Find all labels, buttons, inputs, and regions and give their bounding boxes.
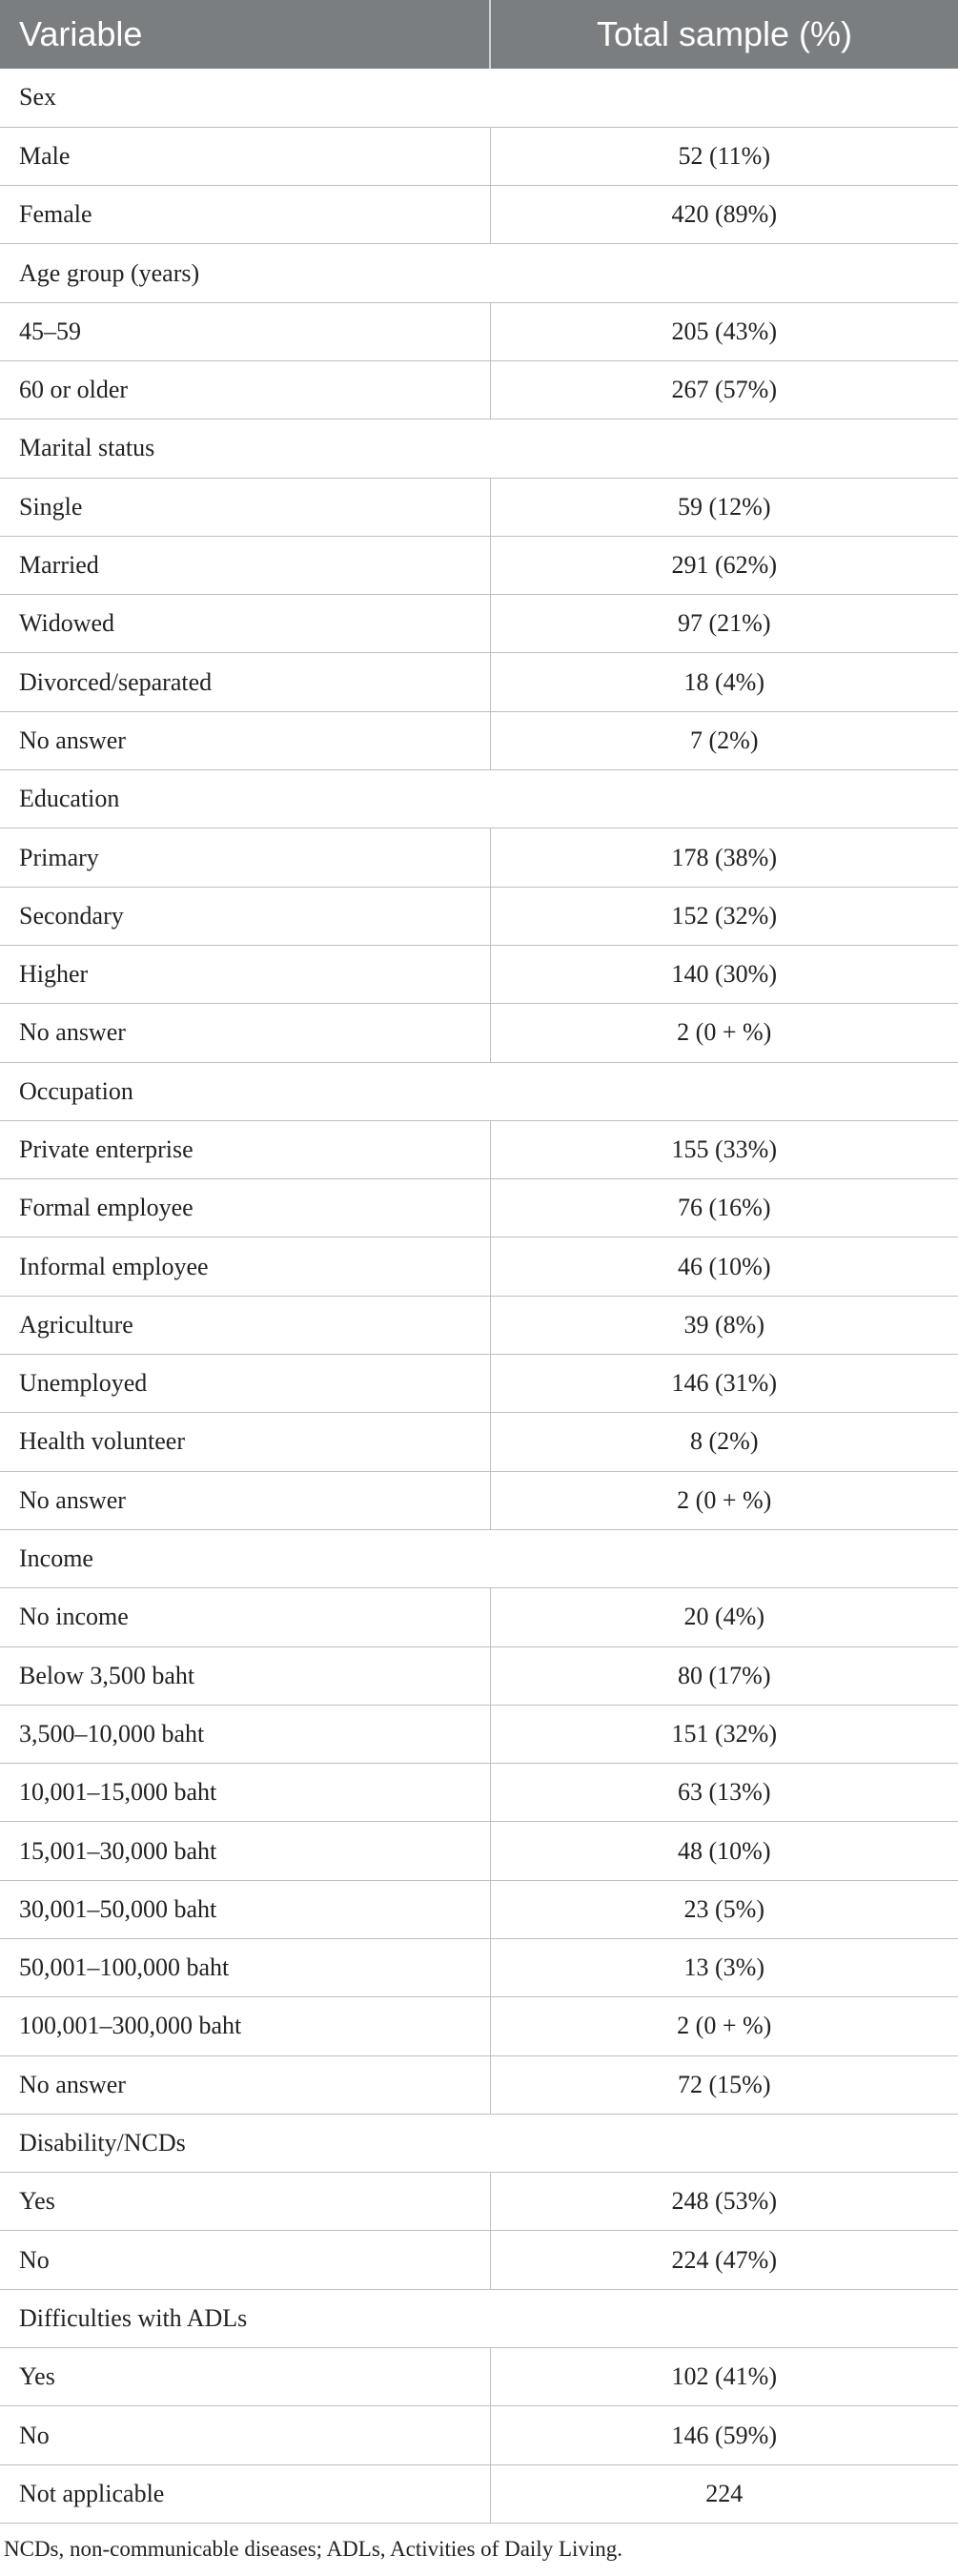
row-value: 140 (30%) <box>490 945 958 1003</box>
row-label: Informal employee <box>0 1237 490 1296</box>
section-label: Income <box>0 1529 958 1587</box>
row-value: 151 (32%) <box>490 1705 958 1763</box>
row-value: 20 (4%) <box>490 1588 958 1646</box>
row-value: 18 (4%) <box>490 653 958 711</box>
section-row <box>0 1529 958 1587</box>
row-label: 60 or older <box>0 360 490 419</box>
section-row <box>0 770 958 828</box>
row-value: 13 (3%) <box>490 1939 958 1997</box>
section-row <box>0 244 958 302</box>
table-row <box>0 2231 958 2289</box>
table-row <box>0 1705 958 1763</box>
row-label: No answer <box>0 1004 490 1062</box>
table-row <box>0 1880 958 1938</box>
table-row <box>0 1822 958 1880</box>
row-value: 420 (89%) <box>490 186 958 244</box>
table-footnote: NCDs, non-communicable diseases; ADLs, Activities of Daily Living. <box>4 2536 623 2561</box>
row-value: 52 (11%) <box>490 127 958 185</box>
table-row <box>0 478 958 536</box>
row-value: 2 (0 + %) <box>490 1004 958 1062</box>
row-label: Below 3,500 baht <box>0 1646 490 1705</box>
row-value: 80 (17%) <box>490 1646 958 1705</box>
row-value: 267 (57%) <box>490 360 958 419</box>
row-label: Unemployed <box>0 1355 490 1413</box>
table-row <box>0 711 958 769</box>
row-label: 30,001–50,000 baht <box>0 1880 490 1938</box>
row-value: 8 (2%) <box>490 1413 958 1471</box>
table-row <box>0 1237 958 1296</box>
row-value: 76 (16%) <box>490 1179 958 1237</box>
row-value: 152 (32%) <box>490 887 958 945</box>
section-row <box>0 69 958 127</box>
section-label: Marital status <box>0 419 958 478</box>
row-label: Secondary <box>0 887 490 945</box>
table-row <box>0 536 958 594</box>
row-label: Higher <box>0 945 490 1003</box>
table-row <box>0 2464 958 2523</box>
table-row <box>0 653 958 711</box>
row-value: 48 (10%) <box>490 1822 958 1880</box>
row-value: 72 (15%) <box>490 2055 958 2114</box>
section-label: Occupation <box>0 1062 958 1120</box>
table-row <box>0 127 958 185</box>
table-row <box>0 1355 958 1413</box>
table-row <box>0 1471 958 1529</box>
table-row <box>0 1120 958 1178</box>
row-value: 63 (13%) <box>490 1764 958 1822</box>
table-header <box>0 0 958 69</box>
row-label: 10,001–15,000 baht <box>0 1764 490 1822</box>
row-value: 7 (2%) <box>490 711 958 769</box>
section-label: Age group (years) <box>0 244 958 302</box>
row-label: 3,500–10,000 baht <box>0 1705 490 1763</box>
row-label: Not applicable <box>0 2464 490 2523</box>
section-row <box>0 2114 958 2172</box>
row-label: Widowed <box>0 595 490 653</box>
row-label: No answer <box>0 711 490 769</box>
row-value: 23 (5%) <box>490 1880 958 1938</box>
table-row <box>0 1179 958 1237</box>
table-row <box>0 1296 958 1354</box>
table-row <box>0 1646 958 1705</box>
row-value: 97 (21%) <box>490 595 958 653</box>
table-row <box>0 1588 958 1646</box>
table-body <box>0 69 958 2523</box>
table-row <box>0 1413 958 1471</box>
section-label: Sex <box>0 69 958 127</box>
row-label: 50,001–100,000 baht <box>0 1939 490 1997</box>
table-row <box>0 302 958 360</box>
row-value: 39 (8%) <box>490 1296 958 1354</box>
table-row <box>0 360 958 419</box>
header-row <box>0 0 958 69</box>
row-label: Male <box>0 127 490 185</box>
row-value: 178 (38%) <box>490 828 958 887</box>
row-label: No answer <box>0 2055 490 2114</box>
row-value: 59 (12%) <box>490 478 958 536</box>
row-label: 100,001–300,000 baht <box>0 1997 490 2055</box>
table-row <box>0 2055 958 2114</box>
row-label: 45–59 <box>0 302 490 360</box>
row-value: 146 (59%) <box>490 2406 958 2464</box>
table-row <box>0 595 958 653</box>
row-value: 46 (10%) <box>490 1237 958 1296</box>
row-label: Divorced/separated <box>0 653 490 711</box>
table-row <box>0 945 958 1003</box>
row-label: No answer <box>0 1471 490 1529</box>
row-value: 2 (0 + %) <box>490 1471 958 1529</box>
section-label: Education <box>0 770 958 828</box>
table-row <box>0 1997 958 2055</box>
row-value: 291 (62%) <box>490 536 958 594</box>
section-label: Difficulties with ADLs <box>0 2289 958 2347</box>
row-label: Private enterprise <box>0 1120 490 1178</box>
row-value: 155 (33%) <box>490 1120 958 1178</box>
row-value: 205 (43%) <box>490 302 958 360</box>
row-value: 224 <box>490 2464 958 2523</box>
row-label: 15,001–30,000 baht <box>0 1822 490 1880</box>
table-row <box>0 1939 958 1997</box>
row-label: Yes <box>0 2173 490 2231</box>
table-row <box>0 2348 958 2406</box>
section-row <box>0 1062 958 1120</box>
row-value: 2 (0 + %) <box>490 1997 958 2055</box>
row-label: No income <box>0 1588 490 1646</box>
table-row <box>0 1764 958 1822</box>
row-label: No <box>0 2406 490 2464</box>
table-row <box>0 887 958 945</box>
row-value: 248 (53%) <box>490 2173 958 2231</box>
row-label: Married <box>0 536 490 594</box>
section-row <box>0 419 958 478</box>
table-row <box>0 2173 958 2231</box>
row-label: No <box>0 2231 490 2289</box>
row-label: Single <box>0 478 490 536</box>
row-value: 102 (41%) <box>490 2348 958 2406</box>
table-row <box>0 186 958 244</box>
row-label: Health volunteer <box>0 1413 490 1471</box>
header-total-sample: Total sample (%) <box>490 0 958 69</box>
row-label: Female <box>0 186 490 244</box>
section-label: Disability/NCDs <box>0 2114 958 2172</box>
row-label: Primary <box>0 828 490 887</box>
section-row <box>0 2289 958 2347</box>
row-label: Agriculture <box>0 1296 490 1354</box>
table-row <box>0 1004 958 1062</box>
table-row <box>0 828 958 887</box>
header-variable: Variable <box>0 0 490 69</box>
table-row <box>0 2406 958 2464</box>
row-label: Yes <box>0 2348 490 2406</box>
row-value: 146 (31%) <box>490 1355 958 1413</box>
row-label: Formal employee <box>0 1179 490 1237</box>
row-value: 224 (47%) <box>490 2231 958 2289</box>
